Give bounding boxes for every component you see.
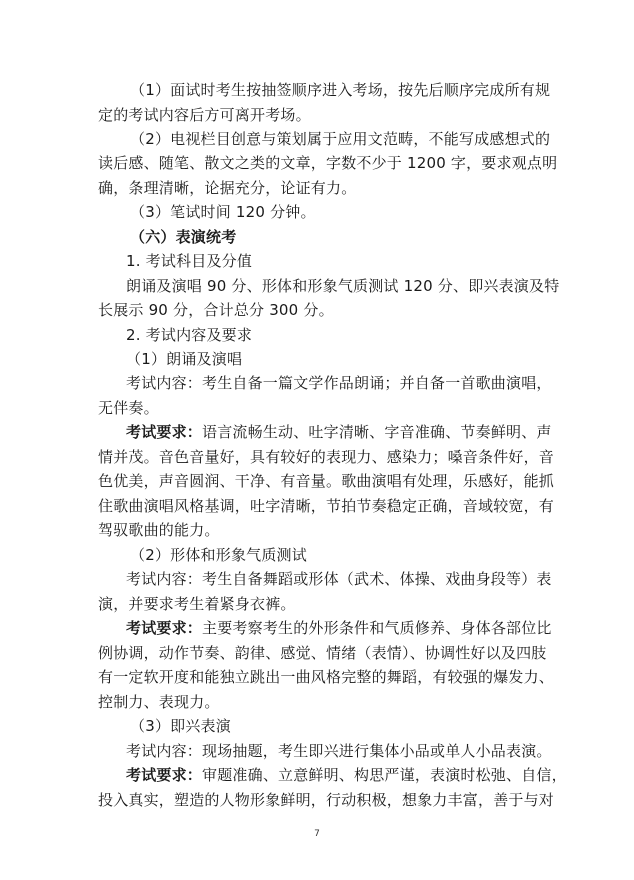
text-line: 控制力、表现力。 <box>98 693 220 711</box>
text-line: （3）笔试时间 120 分钟。 <box>130 203 316 221</box>
text-line: 住歌曲演唱风格基调，吐字清晰，节拍节奏稳定正确，音域较宽，有 <box>98 497 555 515</box>
text-line: 演，并要求考生着紧身衣裤。 <box>98 595 296 613</box>
section-heading: （六）表演统考 <box>130 228 237 246</box>
text-line: （1）面试时考生按抽签顺序进入考场，按先后顺序完成所有规 <box>130 81 551 99</box>
text-line: 色优美，声音圆润、干净、有音量。歌曲演唱有处理，乐感好，能抓 <box>98 472 555 490</box>
text-line: 例协调，动作节奏、韵律、感觉、情绪（表情）、协调性好以及四肢 <box>98 644 547 662</box>
text-line: （2）电视栏目创意与策划属于应用文范畴，不能写成感想式的 <box>130 130 551 148</box>
text-line <box>126 617 552 639</box>
text-line: 无伴奏。 <box>98 399 159 417</box>
text-line: 考试内容：考生自备一篇文学作品朗诵；并自备一首歌曲演唱， <box>126 374 552 392</box>
text-line: 考试内容：考生自备舞蹈或形体（武术、体操、戏曲身段等）表 <box>126 570 552 588</box>
text-line: 驾驭歌曲的能力。 <box>98 521 220 539</box>
text-line: 考试内容：现场抽题，考生即兴进行集体小品或单人小品表演。 <box>126 742 552 760</box>
text-line <box>126 764 567 786</box>
item-heading: （2）形体和形象气质测试 <box>130 546 307 564</box>
text-span: 审题准确、立意鲜明、构思严谨，表演时松弛、自信， <box>202 766 567 784</box>
text-line: 投入真实，塑造的人物形象鲜明，行动积极，想象力丰富，善于与对 <box>98 791 555 809</box>
subsection-heading: 1. 考试科目及分值 <box>126 252 253 270</box>
page-number: 7 <box>314 829 320 839</box>
item-heading: （3）即兴表演 <box>130 717 231 735</box>
text-span: 语言流畅生动、吐字清晰、字音准确、节奏鲜明、声 <box>202 423 552 441</box>
text-line: 定的考试内容后方可离开考场。 <box>98 106 311 124</box>
subsection-heading: 2. 考试内容及要求 <box>126 326 253 344</box>
item-heading: （1）朗诵及演唱 <box>126 350 243 368</box>
text-line: 情并茂。音色音量好，具有较好的表现力、感染力；嗓音条件好，音 <box>98 448 555 466</box>
requirement-label: 考试要求： <box>126 423 203 441</box>
requirement-label: 考试要求： <box>126 619 203 637</box>
text-line <box>126 421 552 443</box>
text-line: 读后感、随笔、散文之类的文章，字数不少于 1200 字，要求观点明 <box>98 154 558 172</box>
requirement-label: 考试要求： <box>126 766 203 784</box>
text-span: 主要考察考生的外形条件和气质修养、身体各部位比 <box>202 619 552 637</box>
text-line: 有一定软开度和能独立跳出一曲风格完整的舞蹈，有较强的爆发力、 <box>98 668 555 686</box>
text-line: 朗诵及演唱 90 分、形体和形象气质测试 120 分、即兴表演及特 <box>126 277 560 295</box>
text-line: 长展示 90 分，合计总分 300 分。 <box>98 301 334 319</box>
text-line: 确，条理清晰，论据充分，论证有力。 <box>98 179 357 197</box>
